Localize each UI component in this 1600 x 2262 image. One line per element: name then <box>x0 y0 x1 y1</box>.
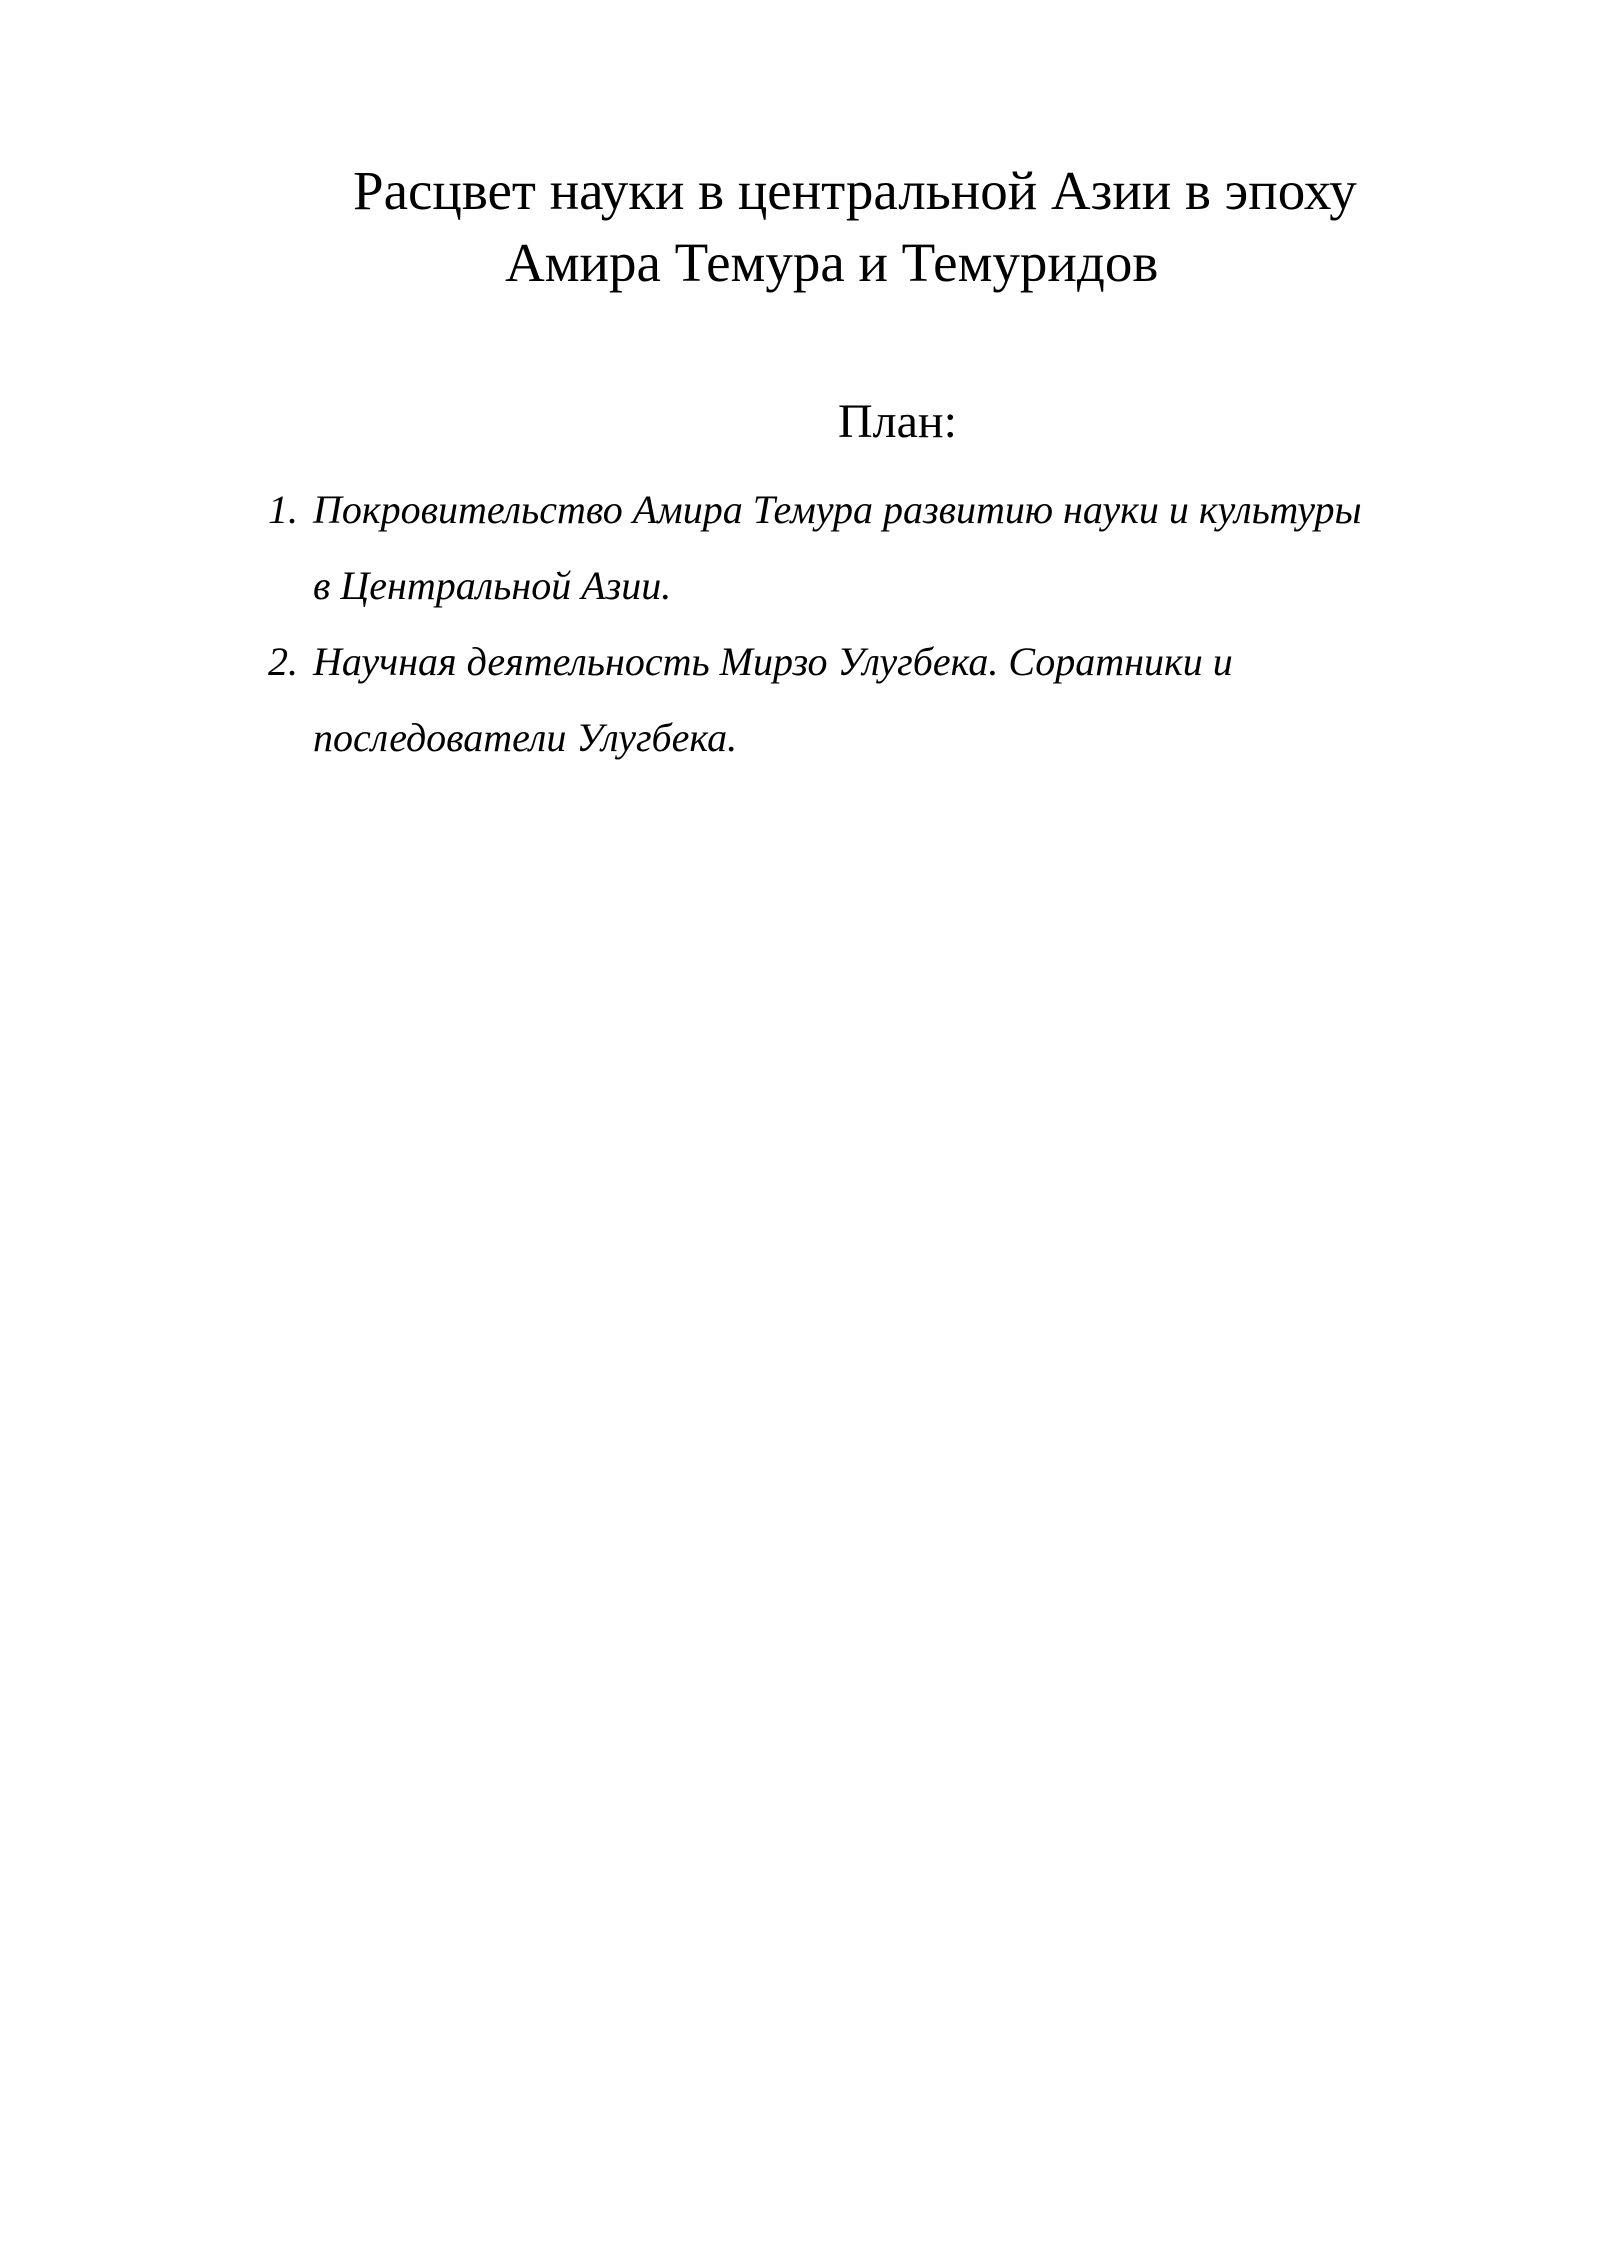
plan-item-line: последователи Улугбека. <box>313 715 738 760</box>
plan-item-line: Покровительство Амира Темура развитию науки и культуры <box>313 487 1362 532</box>
plan-item-number: 1. <box>268 487 298 532</box>
plan-item-line: Научная деятельность Мирзо Улугбека. Соратники и <box>313 639 1233 684</box>
plan-item <box>268 472 1508 624</box>
plan-list <box>268 472 1508 776</box>
plan-item-text <box>313 472 1508 624</box>
plan-item-line: в Центральной Азии. <box>313 563 672 608</box>
plan-item-text <box>313 624 1508 776</box>
document-title <box>250 155 1530 299</box>
plan-item <box>268 624 1508 776</box>
title-line: Амира Темура и Темуридов <box>505 232 1159 293</box>
plan-item-number: 2. <box>268 639 298 684</box>
title-line: Расцвет науки в центральной Азии в эпоху <box>353 160 1357 221</box>
plan-heading: План: <box>838 395 957 448</box>
